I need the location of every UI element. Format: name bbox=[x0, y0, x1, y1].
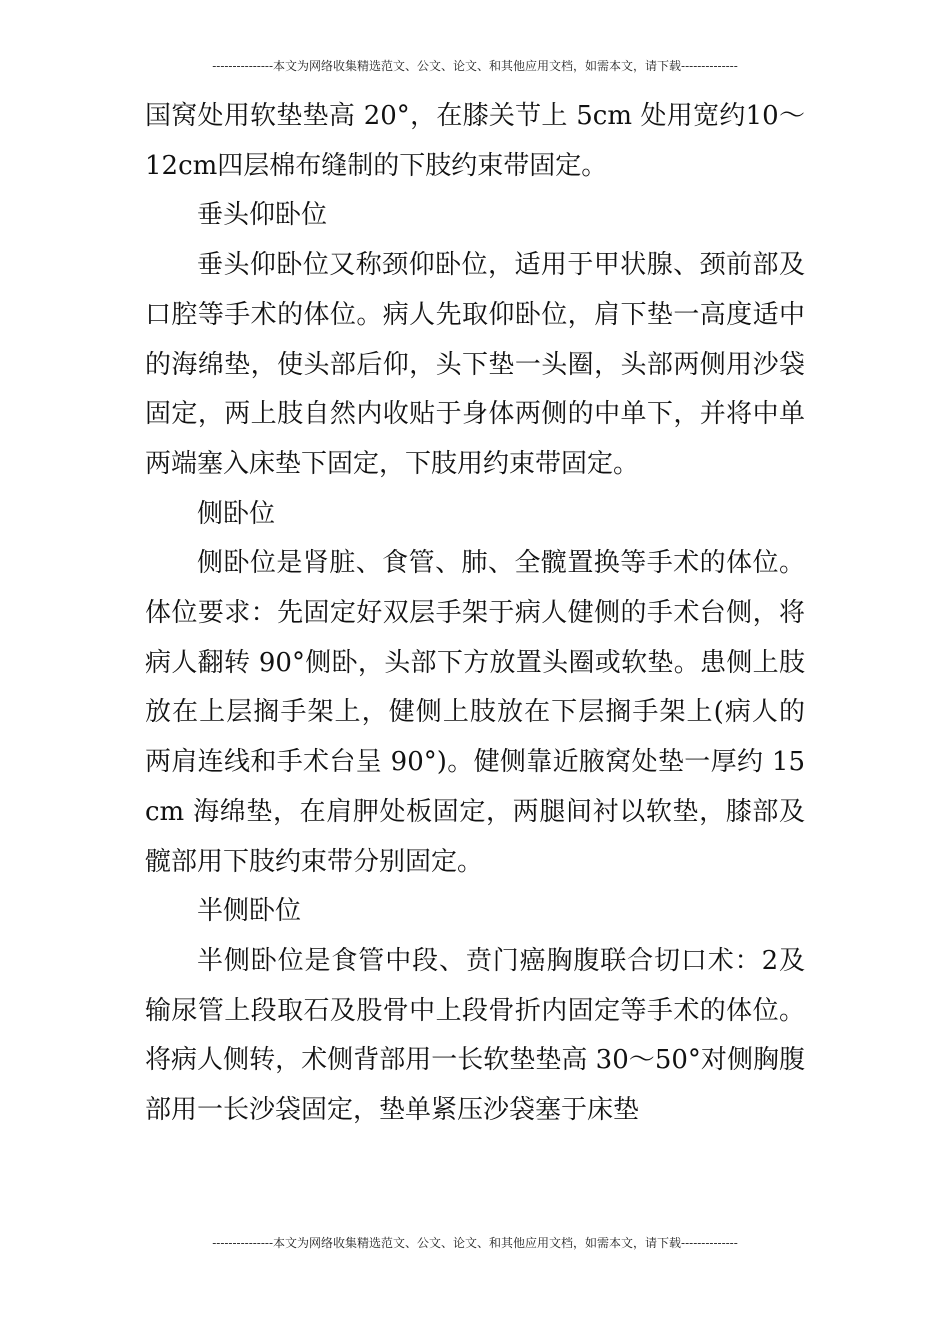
document-body bbox=[145, 92, 805, 1136]
section-heading-lateral: 侧卧位 bbox=[197, 498, 276, 529]
section-heading-semi-lateral: 半侧卧位 bbox=[197, 896, 302, 927]
page-footer: ---------------本文为网络收集精选范文、公文、论文、和其他应用文档，如需本文，请下载-------------- bbox=[212, 1236, 738, 1250]
section-heading-head-down-supine: 垂头仰卧位 bbox=[197, 200, 328, 231]
paragraph-lateral: 侧卧位是肾脏、食管、肺、全髋置换等手术的体位。体位要求：先固定好双层手架于病人健侧的手术台侧，将病人翻转 90°侧卧，头部下方放置头圈或软垫。患侧上肢放在上层搁手架上，健侧上肢放在下层搁手架上(病人的两肩连线和手术台呈 90°)。健侧靠近腋窝处垫一厚约 15cm 海绵垫，在肩胛处板固定，两腿间衬以软垫，膝部及髋部用下肢约束带分别固定。 bbox=[145, 548, 805, 877]
paragraph-semi-lateral: 半侧卧位是食管中段、贲门癌胸腹联合切口术：2及输尿管上段取石及股骨中上段骨折内固定等手术的体位。将病人侧转，术侧背部用一长软垫垫高 30～50°对侧胸腹部用一长沙袋固定，垫单紧压沙袋塞于床垫 bbox=[145, 945, 805, 1126]
paragraph-head-down-supine: 垂头仰卧位又称颈仰卧位，适用于甲状腺、颈前部及口腔等手术的体位。病人先取仰卧位，肩下垫一高度适中的海绵垫，使头部后仰，头下垫一头圈，头部两侧用沙袋固定，两上肢自然内收贴于身体两侧的中单下，并将中单两端塞入床垫下固定，下肢用约束带固定。 bbox=[145, 250, 805, 479]
paragraph-continued: 国窝处用软垫垫高 20°，在膝关节上 5cm 处用宽约10～12cm四层棉布缝制的下肢约束带固定。 bbox=[145, 101, 805, 181]
page-header: ---------------本文为网络收集精选范文、公文、论文、和其他应用文档，如需本文，请下载-------------- bbox=[212, 59, 738, 73]
